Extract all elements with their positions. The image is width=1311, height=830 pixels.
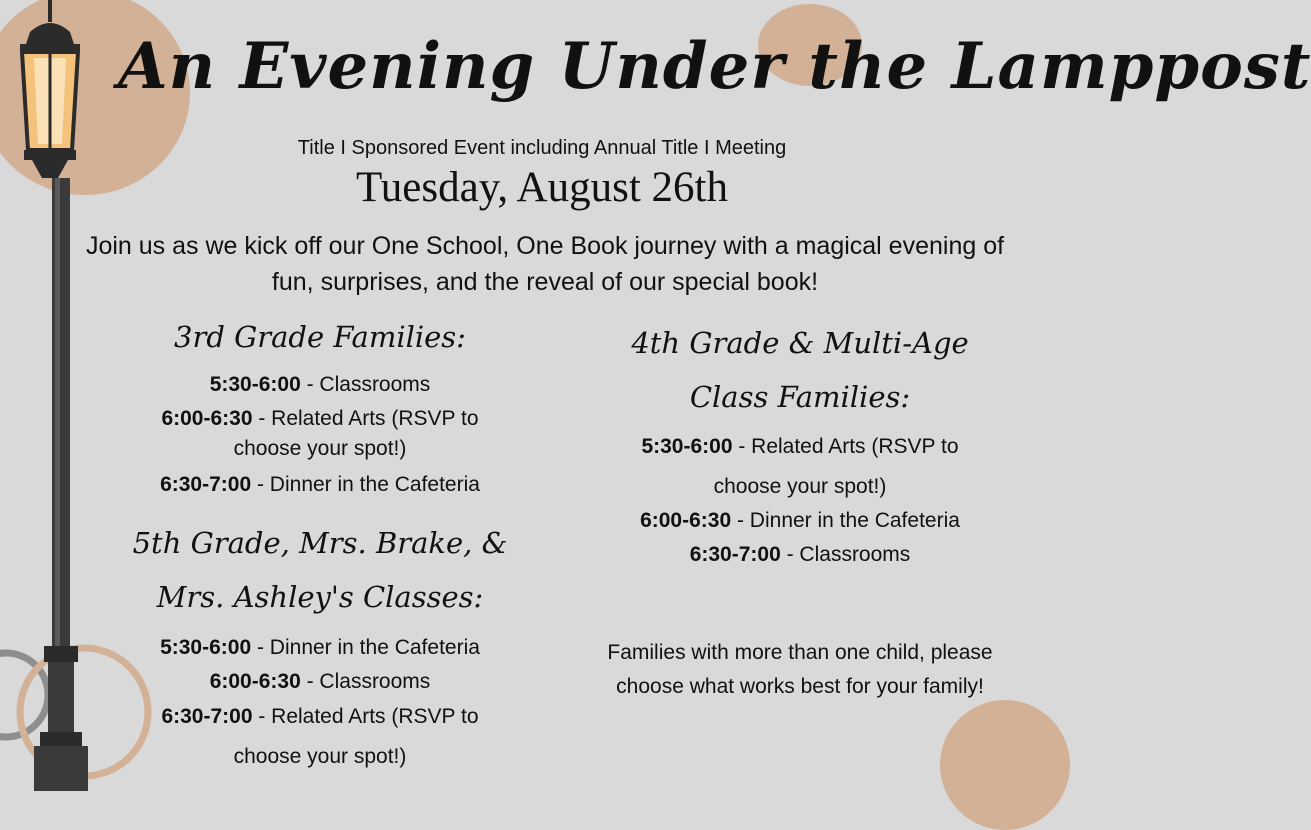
schedule-row: 5:30-6:00 - Dinner in the Cafeteria	[160, 636, 480, 659]
fifth-grade-schedule	[110, 632, 530, 773]
schedule-row: 6:00-6:30 - Classrooms	[209, 670, 431, 693]
schedule-row: 6:30-7:00 - Classrooms	[689, 543, 911, 566]
event-subtitle: Title I Sponsored Event including Annual Title I Meeting	[297, 137, 787, 159]
fifth-grade-heading: 5th Grade, Mrs. Brake, & Mrs. Ashley's Classes:	[132, 526, 508, 614]
event-title: An Evening Under the Lamppost	[118, 29, 1311, 104]
schedule-row: 6:00-6:30 - Related Arts (RSVP to	[161, 407, 479, 430]
tan-circle-bottom-right	[940, 700, 1070, 830]
event-intro: Join us as we kick off our One School, One Book journey with a magical evening of fun, surprises, and the reveal of our special book!	[85, 232, 1005, 296]
schedule-row: 6:00-6:30 - Dinner in the Cafeteria	[640, 509, 960, 532]
third-grade-heading: 3rd Grade Families:	[174, 320, 466, 354]
schedule-row-continued: choose your spot!)	[233, 437, 407, 460]
schedule-row: 6:30-7:00 - Dinner in the Cafeteria	[160, 473, 480, 496]
fourth-grade-heading: 4th Grade & Multi-Age Class Families:	[631, 326, 969, 414]
schedule-row-continued: choose your spot!)	[233, 745, 407, 768]
fourth-grade-schedule	[590, 432, 1010, 570]
schedule-row-continued: choose your spot!)	[713, 475, 887, 498]
schedule-row: 5:30-6:00 - Related Arts (RSVP to	[641, 435, 959, 458]
event-date: Tuesday, August 26th	[356, 164, 728, 211]
families-note: Families with more than one child, please choose what works best for your family!	[607, 641, 993, 698]
schedule-row: 5:30-6:00 - Classrooms	[209, 373, 431, 396]
schedule-row: 6:30-7:00 - Related Arts (RSVP to	[161, 705, 479, 728]
third-grade-schedule	[110, 370, 530, 500]
